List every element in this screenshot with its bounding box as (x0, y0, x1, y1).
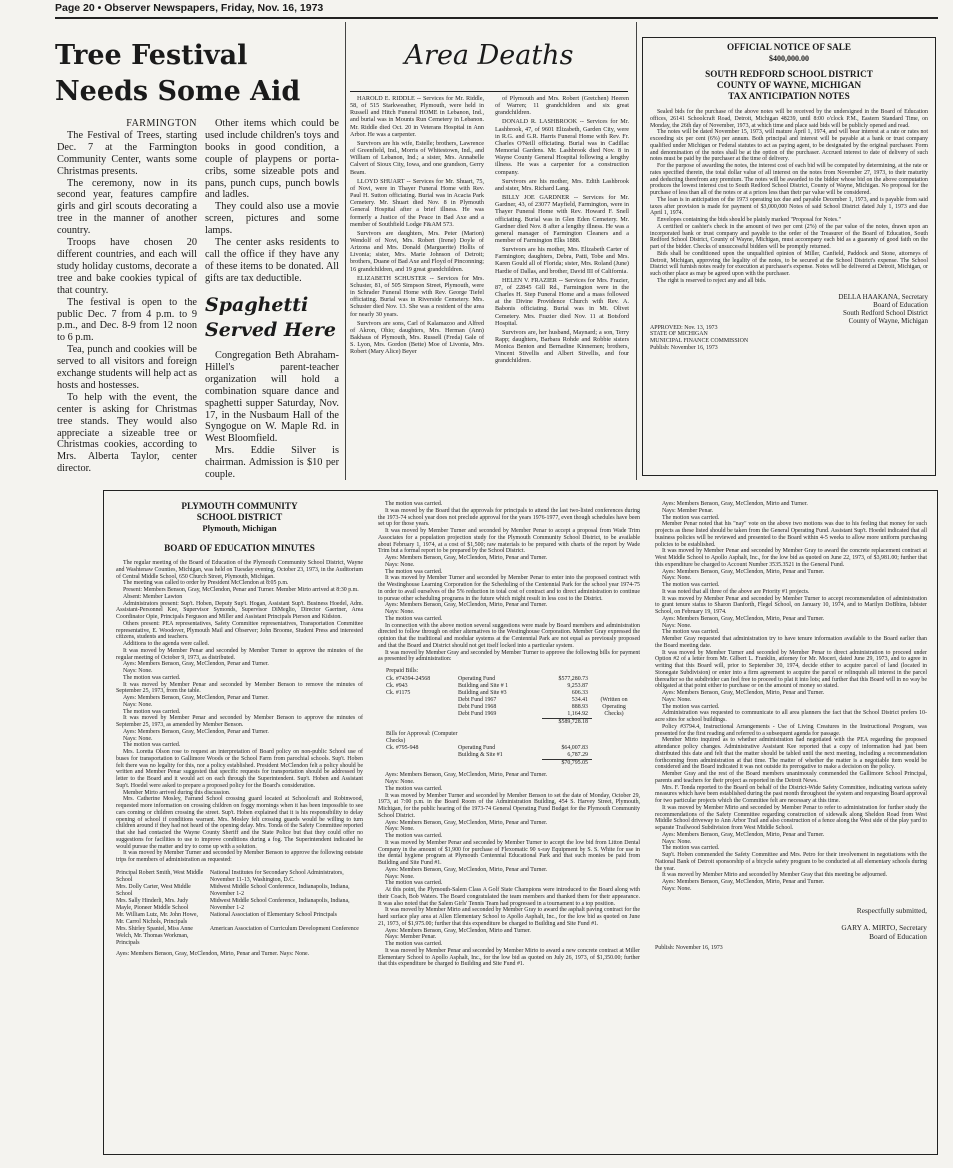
obituary: LLOYD SHUART -- Services for Mr. Shuart, 75, of Novi, were in Thayer Funeral Home with Rev. Paul H. Sutton officiating. Burial was in Acacia Park Cemetery. Mr. Shuart died Nov. 8 in Plymouth General Hospital after a brief illness. He was formerly a Justice of the Peace in Bad Axe and a member of Southfield Lodge F&AM 573. (350, 177, 484, 228)
amount: 888.93 (571, 703, 588, 710)
tree-headline-line-1: Tree Festival (55, 40, 248, 71)
obituary: BILLY JOE GARDNER -- Services for Mr. Gardner, 43, of 23077 Mayfield, Farmington, were in Thayer Funeral Home with Rev. Howard F. Snell officiating. Burial was in Glen Eden Cemetery. Mr. Gardner died Nov. 8 after a lengthy illness. He was a general manager of Farmington Cleaners and a member of Farmington Elks 1888. (495, 194, 629, 244)
minutes-paragraph: Ayes: Members Benson, Gray, McClendon, Mirto, Penar and Turner. (385, 555, 548, 561)
deaths-col-2 (495, 95, 629, 367)
minutes-paragraph: Ayes: Members Benson, Gray, McClendon, Mirto, Penar and Turner. (662, 615, 825, 622)
minutes-paragraph: It was moved by Member Turner and seconded by Member Benson to set the date of Monday, October 29, 1973, at 7:00 p.m. in the Board Room of the Administration Building, 454 S. Harvey Street, Plymouth, Michigan, for the public hearing of the 1973-74 General Operating Fund Budget for the Plymouth Community School District. (378, 792, 640, 819)
notice-district-line: COUNTY OF WAYNE, MICHIGAN (716, 80, 862, 90)
minutes-paragraph: At this point, the Plymouth-Salem Class A Golf State Champions were introduced to the Board along with their Coach, Bob Waters. The Board congratulated the team members and thanked them for their appearance. It was also noted that the Salem Girls' Tennis Team had progressed in a tournament to a top position. (378, 887, 640, 907)
minutes-paragraph: Administrators present: Sup't. Hoben, Deputy Sup't. Hogan, Assistant Sup't. Business Hoedel, Adm. Assistant-Personnel Kee, Supervisor Symonds, Supervisor DiMeglio, Director Gaertner, Area Coordinator Opie, Principals Ferguson and Miller and Assistant Principals Pierson and Kidston. (116, 600, 363, 620)
minutes-paragraph: It was moved by Member Penar and seconded by Member Turner to accept the low bid from Litton Dental Company in the amount of $1,900 for purchase of Flexomatic 90 x-ray Equipment by S. S. White for use in the dental hygiene program at Plymouth Centennial Educational Park and that such monies be paid from Building and Site Fund #1. (378, 839, 640, 866)
minutes-paragraph: Ayes: Members Benson, Gray, McClendon, Mirto and Turner. (385, 927, 531, 934)
notice-amount: $400,000.00 (769, 54, 809, 63)
notice-paragraph: Bids shall be conditioned upon the unqualified opinion of Miller, Canfield, Paddock and Stone, attorneys of Detroit, Michigan, approving the legality of the notes, to be secured at the School District's expense. The School District will furnish notes ready for execution at purchaser's expense. Notes will be delivered at Detroit, Michigan, or such other place as may be agreed upon with the purchaser. (650, 250, 928, 277)
minutes-paragraph: Sup't. Hoben commended the Safety Committee and Mrs. Petro for their involvement in negotiations with the National Bank of Detroit sponsorship of a bicycle safety program to be conducted at all elementary schools during the year. (655, 852, 927, 872)
minutes-publish: Publish: November 16, 1973 (655, 945, 723, 952)
minutes-paragraph: Nays: None. (385, 826, 415, 833)
minutes-paragraph: Nays: None. (385, 609, 415, 615)
tree-paragraph: The Festival of Trees, starting Dec. 7 at the Farmington Community Center, wants some Christmas presents. (57, 129, 197, 177)
minutes-col-1 (116, 501, 363, 958)
minutes-paragraph: Ayes: Members Benson, Gray, McClendon, Penar and Turner. (123, 695, 269, 701)
minutes-paragraph: Member Gray requested that administration try to have tenure information available to the Board earlier than the Board meeting date. (655, 636, 927, 649)
trip-who: Mrs. Dolly Carter, West Middle School (116, 883, 191, 897)
minutes-paragraph: Nays: None. (123, 701, 153, 708)
amount: 534.41 (571, 696, 588, 703)
notice-body (650, 109, 928, 285)
trip-what: Midwest Middle School Conference, Indianapolis, Indiana, November 1-2 (209, 897, 350, 911)
table-row (116, 926, 363, 947)
column-rule (345, 22, 346, 480)
minutes-paragraph: Others present: PEA representatives, Safety Committee representatives, Transportation Committee representative, E. Woodover, Plymouth Mail and Observer; John Broome, Student Press and interested citizens, students and teachers. (116, 620, 363, 641)
notice-paragraph: A certified or cashier's check in the amount of two per cent (2%) of the par value of the notes, drawn upon an incorporated bank or trust company and payable to the order of the Treasurer of the Board of Education, South Redford School District, County of Wayne, Michigan, must accompany each bid as a guaranty of good faith on the part of the bidder. Checks of unsuccessful bidders will be promptly returned. (650, 223, 928, 250)
minutes-paragraph: Ayes: Members Benson, Gray, McClendon, Penar and Turner. (123, 661, 269, 668)
obituary: DONALD R. LASHBROOK -- Services for Mr. Lashbrook, 47, of 9601 Elizabeth, Garden City, were in R.G. and G.R. Harris Funeral Home with Rev. Fr. Charles O'Neill officiating. Burial was in Cadillac Memorial Gardens. Mr. Lashbrook died Nov. 8 in Wayne County General Hospital following a lengthy illness. He was a carpenter for a construction company. (495, 118, 629, 176)
fund-name: Building and Site # 1 (458, 682, 509, 689)
table-row (386, 690, 640, 697)
minutes-paragraph: It was moved by Member Turner and seconded by Member Penar to enter into the proposed contract with the Westinghouse Learning Corporation for the Scheduling of the Centennial Park for the school year 1974-75 in order to avail ourselves of the 5% reduction in total cost of contract and to direct administration to continue to pursue other scheduling programs in the future which might result in less cost to the District. (378, 575, 640, 602)
minutes-paragraph: The motion was carried. (385, 568, 443, 575)
check-number: Ck. #74394-24568 (386, 675, 431, 682)
obituary: Survivors are daughters, Mrs. Peter (Marion) Wendolf of Novi, Mrs. Robert (Irene) Doyle of Arizona and Mrs. Donald (Marguerite) Hollis of Livonia; sister, Mrs. Marie Johnson of Detroit; brothers, Duane of Bad Axe and Floyd of Pinconning; 16 grandchildren, and 19 great grandchildren. (350, 229, 484, 273)
minutes-paragraph: Nays: None. (662, 838, 692, 845)
trip-what: American Association of Curriculum Development Conference (209, 925, 359, 932)
check-number: Ck. #1175 (386, 689, 411, 696)
minutes-paragraph: Nays: None. (385, 561, 415, 568)
tree-article-col-2 (205, 118, 339, 285)
deaths-title-rule (350, 91, 628, 92)
amount: 6,787.29 (542, 752, 592, 760)
notice-paragraph: The notes will be dated November 15, 1973, will mature April 1, 1974, and will bear interest at a rate or rates not exceeding six per cent (6%) per annum. Both principal and interest will be payable at a bank or trust company qualified under Michigan or Federal statutes to act as paying agent, to be designated by the original purchaser. Form and denomination of the notes shall be at the option of the purchaser. Accrued interest to date of delivery of such notes must be paid by the purchaser at the time of delivery. (650, 129, 928, 163)
spaghetti-headline-line-2: Served Here (205, 319, 336, 341)
minutes-paragraph: Nays: Member Penar. (662, 507, 714, 514)
minutes-paragraph: It was moved by Member Penar and seconded by Member Benson to approve the minutes of September 25, 1973, as amended by Member Benson. (116, 715, 363, 728)
tree-headline (55, 38, 355, 110)
tree-paragraph: The festival is open to the public Dec. 7 from 4 p.m. to 9 p.m., and Dec. 8-9 from 12 noon to 6 p.m. (57, 296, 197, 344)
approval-bills-title: Bills for Approval: (Computer Checks) (386, 730, 458, 744)
minutes-paragraph: The motion was carried. (385, 941, 443, 947)
minutes-paragraph: Nays: None. (662, 696, 692, 703)
prepaid-bills-table (386, 676, 640, 726)
check-number (386, 711, 458, 719)
check-number: Ck. #795-948 (386, 745, 419, 752)
approval-line: MUNICIPAL FINANCE COMMISSION (650, 338, 749, 344)
minutes-paragraph: Ayes: Members Benson, Gray, McClendon, Mirto and Turner. (662, 501, 808, 507)
approval-line: Publish: November 16, 1973 (650, 344, 718, 351)
minutes-title-line: BOARD OF EDUCATION MINUTES (164, 543, 315, 553)
prepaid-bills-title: Prepaid Bills: (386, 668, 419, 674)
trips-table (116, 870, 363, 947)
approval-line: APPROVED: Nov. 13, 1973 (650, 324, 718, 331)
minutes-col-2-body (378, 501, 640, 663)
table-row (386, 697, 640, 704)
trip-what: National Association of Elementary School Principals (209, 911, 337, 918)
minutes-paragraph: The motion was carried. (662, 514, 720, 521)
obituary: Survivors are sons, Carl of Kalamazoo and Alfred of Akron, Ohio; daughters, Mrs. Herman (Ann) Bakhaus of Plymouth, Mrs. Russell (Freda) Gale of S. Lyon, Mrs. Gordon (Bette) Moe of Livonia, Mrs. Robert (Mary Alice) Beyer (350, 319, 484, 356)
tree-paragraph: They could also use a movie screen, pictures and some lamps. (205, 201, 339, 237)
minutes-paragraph: It was moved by Member Turner and seconded by Member Penar to accept a proposal from Wade Trim Associates for a population projection study for the Plymouth Community School District, to be available about February 1, 1974, at a cost of $1,500; raw materials to be prepared with charts of the report by Wade Trim but a formal report to be prepared by the School District. (378, 528, 640, 555)
approval-total: $70,795.05 (561, 760, 588, 767)
spaghetti-headline-line-1: Spaghetti (205, 294, 309, 316)
minutes-paragraph: The motion was carried. (662, 845, 720, 852)
check-number: Ck. #943 (386, 682, 408, 689)
obituary: Survivors are his wife, Estelle; brothers, Lawrence of Greenfield, Ind., Morris of Whitestown, Ind., and William of Lebanon, Ind.; a sister, Mrs. Annabelle Calvert of Sioux City, Iowa, and one grandson, Gerry Beam. (350, 139, 484, 176)
obituary: HELEN V. FRAZIER -- Services for Mrs. Frazier, 87, of 22845 Gill Rd., Farmington were in the Charles H. Step Funeral Home and a mass followed at the Divine Providence Church with Rev. A. Babonis officiating. Burial was in Mt. Olivet Cemetery. Mrs. Frazier died Nov. 11 at Botsford Hospital. (495, 276, 629, 327)
tree-paragraph: The ceremony, now in its second year, features campfire girls and girl scouts decorating a tree in the manner of another country. (57, 177, 197, 237)
fund-name: Operating Fund (458, 675, 496, 682)
fund-name: Debt Fund 1967 (458, 696, 497, 703)
minutes-paragraph: The motion was carried. (662, 703, 720, 710)
minutes-paragraph: It was noted that all three of the above are Priority #1 projects. (662, 588, 810, 595)
masthead-rule (55, 17, 938, 19)
spaghetti-paragraph: Mrs. Eddie Silver is chairman. Admission is $10 per couple. (205, 445, 339, 481)
minutes-paragraph: It was moved by Member Penar and seconded by Member Mirto to award a new concrete contract at Miller Elementary School to Apollo Asphalt, Inc., for the low bid as quoted on July 26, 1973, of $1,350.00; further that this expenditure be charged to Building and Site Fund #1. (378, 947, 640, 968)
approval-bills-table (386, 745, 592, 767)
notice-paragraph: The loan is in anticipation of the 1973 operating tax due and payable December 1, 1973, and is payable from said taxes after provision is made for payment of $3,000,000 Notes of said School District dated July 1, 1973 and due April 1, 1974. (650, 196, 928, 217)
minutes-paragraph: The motion was carried. (123, 674, 181, 681)
table-row (116, 912, 363, 926)
approval-line: STATE OF MICHIGAN (650, 331, 708, 338)
minutes-paragraph: Ayes: Members Benson, Gray, McClendon, Mirto, Penar and Turner. (385, 866, 548, 873)
minutes-col-3-body (655, 501, 927, 893)
notice-approval (650, 325, 928, 352)
tree-headline-line-2: Needs Some Aid (55, 76, 301, 107)
spaghetti-headline (205, 293, 339, 343)
dateline: FARMINGTON (126, 118, 197, 129)
minutes-paragraph: It was moved by Member Penar and seconded by Member Turner to approve the minutes of the regular meeting of October 9, 1973, as distributed. (116, 647, 363, 661)
amount: $577,280.73 (558, 675, 588, 682)
minutes-paragraph: Nays: None. (662, 885, 692, 892)
minutes-paragraph: Ayes: Members Benson, Gray, McClendon, Mirto, Penar and Turner. (662, 690, 825, 696)
minutes-paragraph: Ayes: Members Benson, Gray, McClendon, Penar and Turner. (123, 728, 269, 735)
obituary: Survivors are his mother, Mrs. Edith Lashbrook and sister, Mrs. Richard Lang. (495, 177, 629, 192)
minutes-col-3 (655, 501, 927, 952)
minutes-paragraph: Nays: None. (662, 575, 692, 582)
minutes-closing: Respectfully submitted, (856, 905, 927, 915)
minutes-col-1-body (116, 560, 363, 864)
official-notice-box (642, 37, 936, 476)
minutes-paragraph: It was moved by Member Penar and seconded by Member Benson to remove the minutes of September 25, 1973, from the table. (116, 681, 363, 695)
check-number (386, 697, 458, 704)
minutes-col-2-body-b (378, 772, 640, 968)
minutes-paragraph: It was moved by the Board that the approvals for principals to attend the last two-listed conferences during the 1973-74 school year does not preclude approval for the years 1976-1977, even though schedules have been set up for those years. (378, 507, 640, 528)
amount: $64,007.83 (561, 745, 588, 752)
minutes-paragraph: Ayes: Members Benson, Gray, McClendon, Mirto, Penar and Turner. (662, 568, 825, 575)
trip-what: Midwest Middle School Conference, Indianapolis, Indiana, November 1-2 (209, 883, 350, 897)
minutes-paragraph: Nays: None. (385, 779, 415, 785)
minutes-paragraph: The regular meeting of the Board of Education of the Plymouth Community School District, Wayne and Washtenaw Counties, Michigan, was held on Tuesday evening, October 23, 1973, in the Auditorium of Central Middle School, 650 Church Street, Plymouth, Michigan. (116, 560, 363, 580)
minutes-paragraph: The motion was carried. (385, 880, 443, 887)
minutes-paragraph: The motion was carried. (385, 785, 443, 792)
minutes-title-line: Plymouth, Michigan (202, 523, 277, 533)
notice-district-line: TAX ANTICIPATION NOTES (728, 91, 850, 101)
minutes-paragraph: It was moved by Member Mirto and seconded by Member Gray that this meeting be adjourned. (662, 872, 888, 879)
minutes-paragraph: It was moved by Member Penar and seconded by Member Turner to accept recommendation of administration to grant tenure status to Sharon Danforth, Flegel School, on January 10, 1974, and to Marilyn DoBbins, Isbister School, on February 19, 1974. (655, 595, 927, 615)
minutes-paragraph: The motion was carried. (662, 629, 720, 636)
deaths-col-1 (350, 95, 484, 357)
minutes-paragraph: It was moved by Member Gray and seconded by Member Turner to approve the following bills for payment as presented by administration: (378, 649, 640, 663)
obituary: Survivors are his mother, Mrs. Elizabeth Carter of Farmington; daughters, Debra, Patti, Tobe and Mrs. Karen Gould all of Florida; sister, Mrs. Roland (June) Hardie of Dallas, and brother, David III of California. (495, 246, 629, 275)
column-rule (636, 22, 637, 480)
tree-article-col-1 (57, 118, 197, 475)
minutes-paragraph: It was moved by Member Turner and seconded by Member Benson to approve the following outstate trips for members of administration as requested: (116, 850, 363, 863)
minutes-paragraph: Mrs. Catherine Mosley, Farrand School crossing guard located at Schoolcraft and Robinwood, requested more information on crossing children on foggy mornings when it has been impossible to see cars coming or children crossing the street. Sup't. Hoben explained that it is his responsibility to delay opening of school if conditions warrant. Mrs. Mosley felt crossing guards would be willing to turn children around if they had not heard of the opening delay. Mrs. Tonda of the Safety Committee reported that she had contacted the Wayne County Sheriff and the State Police but that they could offer no suggestions for facilities to use to improve conditions during a fog. The Superintendent indicated he would pursue the matter and try to come up with a solution. (116, 796, 363, 850)
check-number (386, 704, 458, 711)
notice-signature (650, 293, 928, 325)
table-row (116, 884, 363, 898)
minutes-paragraph: Ayes: Members Benson, Gray, McClendon, Mirto, Penar and Turner. (385, 772, 548, 779)
tree-paragraph: The center asks residents to call the office if they have any of these items to be donated. All gifts are tax deductible. (205, 237, 339, 284)
notice-paragraph: Envelopes containing the bids should be plainly marked "Proposal for Notes." (657, 217, 841, 223)
tree-paragraph: To help with the event, the center is asking for Christmas tree stands. They would also appreciate a sizeable tree or Christmas cookies, according to Mrs. Alberta Taylor, center director. (57, 391, 197, 475)
trip-who: Mrs. Sally Hinderli, Mrs. Judy Mayle, Pioneer Middle School (116, 897, 189, 911)
minutes-paragraph: The motion was carried. (123, 742, 181, 749)
minutes-paragraph: The motion was carried. (385, 615, 443, 622)
table-row (116, 898, 363, 912)
fund-name: Debt Fund 1969 (458, 710, 497, 717)
table-row (386, 676, 640, 683)
minutes-paragraph: Absent: Member Lawton (123, 593, 183, 600)
fund-name: Debt Fund 1968 (458, 703, 497, 710)
minutes-paragraph: Nays: None. (123, 735, 153, 742)
prepaid-total: $589,728.18 (558, 718, 588, 725)
amount: 9,253.87 (567, 682, 588, 689)
minutes-paragraph: Ayes: Members Benson, Gray, McClendon, Mirto, Penar and Turner. (662, 831, 825, 838)
minutes-paragraph: The motion was carried. (123, 708, 181, 715)
minutes-paragraph: The meeting was called to order by President McClendon at 8:05 p.m. (123, 580, 289, 587)
minutes-paragraph: It was moved by Member Turner and seconded by Member Penar to direct administration to proceed under Option #2 of a letter from Mr. Gilbert L. Franklin, attorney for Mr. Moceri, dated June 29, 1973, and to agree in writing that this Board will, prior to September 30, 1974, decide either to acquire parcel of land (located in Stonegate Subdivision) or enter into a firm agreement to acquire the parcel or relinquish all interest in the parcel thereafter so the subdivider can feel free to proceed to plat it into lots; and further that this Board will in no way be obligated at that point either to purchase or on the amount of money so stated. (655, 649, 927, 690)
signature-line: DELLA HAAKANA, Secretary (838, 292, 928, 301)
area-deaths-title: Area Deaths (404, 40, 574, 71)
signature-line: Board of Education (873, 300, 928, 309)
masthead: Page 20 • Observer Newspapers, Friday, Nov. 16, 1973 (55, 2, 324, 14)
minutes-col-2 (378, 501, 640, 968)
minutes-paragraph: Additions to the agenda were called. (123, 641, 210, 647)
minutes-paragraph: Ayes: Members Benson, Gray, McClendon, Mirto, Penar and Turner. (662, 879, 825, 885)
minutes-paragraph: Member Penar noted that his "nay" vote on the above two motions was due to his feeling that money for such projects as these listed should be taken from the General Operating Fund. Assistant Sup't. Hoedel indicated that all business policies will be reviewed and presented to the Board within 4-5 weeks to allow more uniform purchasing policies to be established. (655, 521, 927, 548)
minutes-paragraph: The motion was carried. (662, 582, 720, 588)
tree-paragraph: Tea, punch and cookies will be served to all visitors and foreign exchange students will help act as hosts and hostesses. (57, 344, 197, 391)
notice-title: OFFICIAL NOTICE OF SALE (727, 42, 851, 52)
notice-district-line: SOUTH REDFORD SCHOOL DISTRICT (705, 69, 873, 79)
table-row (386, 752, 592, 760)
signature-line: South Redford School District (843, 308, 928, 317)
tree-paragraph: Other items which could be used include children's toys and books in good condition, a couple of playpens or porta-cribs, some sizeable pots and pans, punch cups, punch bowls and ladles. (205, 118, 339, 201)
minutes-paragraph: It was moved by Member Mirto and seconded by Member Gray to award the asphalt paving contract for the hard surface play area at Allen Elementary School to Apollo Asphalt, Inc., for the low bid as quoted on June 21, 1973, of $1,975.00; further that this expenditure be charged to Building and Site Fund #1. (378, 907, 640, 927)
spaghetti-article (205, 350, 339, 481)
notice-paragraph: The right is reserved to reject any and all bids. (657, 277, 767, 284)
notice-paragraph: Sealed bids for the purchase of the above notes will be received by the undersigned in the Board of Education offices, 26141 Schoolcraft Road, Detroit, Michigan 48239, until 8:00 o'clock P.M., Eastern Standard Time, on Monday, the 26th day of November, 1973, at which time and place said bids will be publicly opened and read. (650, 109, 928, 129)
obituary: HAROLD E. RIDDLE -- Services for Mr. Riddle, 58, of 515 Starkweather, Plymouth, were held in Russell and Hitch Funeral HOME in Lebanon, Ind., and burial was in Mounts Run Cemetery in Lebanon. Mr. Riddle died Oct. 20 in Veterans Hospital in Ann Arbor. He was a carpenter. (350, 95, 484, 138)
obituary: Survivors are, her husband, Maynard; a son, Terry Rapp; daughters, Barbara Rohde and Robbie sisters Monica Benton and Bernadine Kinnemen; brothers, Vincent Stivellis and Albert Stivellis, and four grandchildren. (495, 328, 629, 365)
minutes-paragraph: Member Mirto arrived during this discussion. (123, 789, 231, 796)
minutes-paragraph: It was moved by Member Penar and seconded by Member Gray to award the concrete replacement contract at West Middle School to Apollo Asphalt, Inc., for the low bid as quoted on June 22, 1973, of $3,981.00; further that this expenditure be charged to Account Number 3535.3521 in the General Fund. (655, 548, 927, 568)
amount: 1,164.92 (542, 711, 592, 719)
minutes-paragraph: It was moved by Member Mirto and seconded by Member Penar to refer to administration for further study the recommendations of the Safety Committee regarding construction of sidewalk along Sheldon Road from West Middle School driveway to Ann Arbor Trail and also construction of a fence along the West side of the play yard to separate Trailwood Subdivision from West Middle School. (655, 804, 927, 831)
minutes-paragraph: Mrs. Loretta Olson rose to request an interpretation of Board policy on non-public School use of buses for transportation to Gallimore Woods or the School Farm from parochial schools. Sup't. Hoben felt there was no legality for this, nor a policy established. President McClendon felt a policy should be written and Member Penar suggested that specific requests for transportation should be addressed by letter to the Board and it would act on each through the Superintendent. Sup't. Hoben and Assistant Sup't. Hoedel were asked to prepare a proposed policy for the Board's consideration. (116, 749, 363, 789)
minutes-col-1-end: Ayes: Members Benson, Gray, McClendon, Mirto, Penar and Turner. Nays: None. (116, 950, 310, 957)
prepaid-note: (Written on Operating Checks) (600, 696, 628, 717)
fund-name: Building and Site #3 (458, 689, 507, 696)
trip-who: Principal Robert Smith, West Middle School (116, 869, 204, 883)
minutes-paragraph: Mrs. F. Tonda reported to the Board on behalf of the District-Wide Safety Committee, indicating various safety measures which have been established during the past month throughout the system and requesting Board approval for two particular projects which the Committee felt are necessary at this time. (655, 784, 927, 804)
table-row (386, 718, 640, 726)
minutes-paragraph: In connection with the above motion several suggestions were made by Board members and administration directed to follow through on other alternatives to the Westinghouse Corporation. Member Gray expressed the opinion that the traditional and modular systems at the Centennial Park are not equal as previously proposed and that the Board and District should not get itself locked into a particular system. (378, 622, 640, 649)
minutes-paragraph: Member Gray and the rest of the Board members unanimously commended the Gallimore School Principal, parents and teachers for their project as reported in the Detroit News. (655, 771, 927, 784)
minutes-paragraph: Present: Members Benson, Gray, McClendon, Penar and Turner. Member Mirto arrived at 8:30 p.m. (123, 587, 359, 593)
fund-name: Operating Fund (458, 745, 496, 752)
table-row (386, 760, 592, 768)
minutes-paragraph: Nays: None. (662, 622, 692, 629)
amount: 606.33 (571, 689, 588, 696)
minutes-paragraph: Ayes: Members Benson, Gray, McClendon, Mirto, Penar and Turner. (385, 602, 548, 609)
minutes-signature-line: Board of Education (869, 931, 927, 941)
trip-who: Mrs. Shirley Spaniel, Miss Anne Welch, Mr. Thomas Workman, Principals (116, 925, 193, 946)
minutes-paragraph: Administration was requested to communicate to all area planners the fact that the School District prefers 10-acre sites for school buildings. (655, 710, 927, 723)
minutes-title-line: PLYMOUTH COMMUNITY (181, 501, 298, 511)
tree-paragraph: Troops have chosen 20 different countries, and each will study holiday customs, decorate a tree and bake cookies typical of that country. (57, 237, 197, 296)
minutes-paragraph: The motion was carried. (385, 501, 443, 507)
minutes-paragraph: Member Mirto inquired as to whether administration had negotiated with the PEA regarding the proposed attendance policy changes. Administrative Assistant Kee reported that a copy of information had just been distributed this date and felt that the matter should be tabled until the next meeting, including a recommendation forthcoming from administration at that time. The matter of whether the matter is a negotiable item would be considered and the Board indicated it was not outside its prerogative to make a decision on the policy. (655, 737, 927, 771)
minutes-paragraph: Nays: None. (123, 668, 153, 674)
trip-what: National Institutes for Secondary School Administrators, November 11-13, Washington, D.C. (209, 869, 344, 883)
minutes-paragraph: Nays: None. (385, 873, 415, 880)
table-row (116, 870, 363, 884)
signature-line: County of Wayne, Michigan (848, 316, 928, 325)
minutes-signature-line: GARY A. MIRTO, Secretary (841, 923, 927, 933)
minutes-title-line: SCHOOL DISTRICT (196, 512, 283, 522)
table-row (386, 745, 592, 752)
minutes-paragraph: The motion was carried. (385, 833, 443, 839)
notice-paragraph: For the purpose of awarding the notes, the interest cost of each bid will be computed by determining, at the rate or rates specified therein, the total dollar value of all interest on the notes from November 27, 1973, to their maturity and deducting therefrom any premium. The notes will be awarded to the bidder whose bid on the above computation produces the lowest interest cost to South Redford School District, County of Wayne, Michigan. No proposal for the purchase of less than all of the notes or at a prices less than their par value will be considered. (650, 163, 928, 196)
obituary: of Plymouth and Mrs. Robert (Gretchen) Heeren of Warren; 11 grandchildren and six great grandchildren. (495, 95, 629, 117)
minutes-paragraph: Nays: Member Penar. (385, 934, 437, 941)
minutes-paragraph: Policy #3794.4, Instructional Arrangements - Use of Living Creatures in the Instructional Program, was presented for the first reading and referred to a subsequent agenda for passage. (655, 723, 927, 737)
spaghetti-paragraph: Congregation Beth Abraham-Hillel's parent-teacher organization will hold a combination square dance and spaghetti supper Saturday, Nov. 17, in the Nusbaum Hall of the Syngogue on W. Maple Rd. in West Bloomfield. (205, 350, 339, 445)
table-row (386, 683, 640, 690)
trip-who: Mr. William Lutz, Mr. John Howe, Mr. Carrol Nichols, Principals (116, 911, 198, 925)
board-minutes-box (103, 490, 938, 1155)
obituary: ELIZABETH SCHUSTER -- Services for Mrs. Schuster, 81, of 505 Simpson Street, Plymouth, were in Schrader Funeral Home with Rev. George Tiefel officiating. Burial was in Riverside Cemetery. Mrs. Schuster died Nov. 13. She was a resident of the area for nearly 30 years. (350, 274, 484, 318)
minutes-paragraph: Ayes: Members Benson, Gray, McClendon, Mirto, Penar and Turner. (385, 819, 548, 826)
fund-name: Building & Site #1 (458, 752, 503, 759)
